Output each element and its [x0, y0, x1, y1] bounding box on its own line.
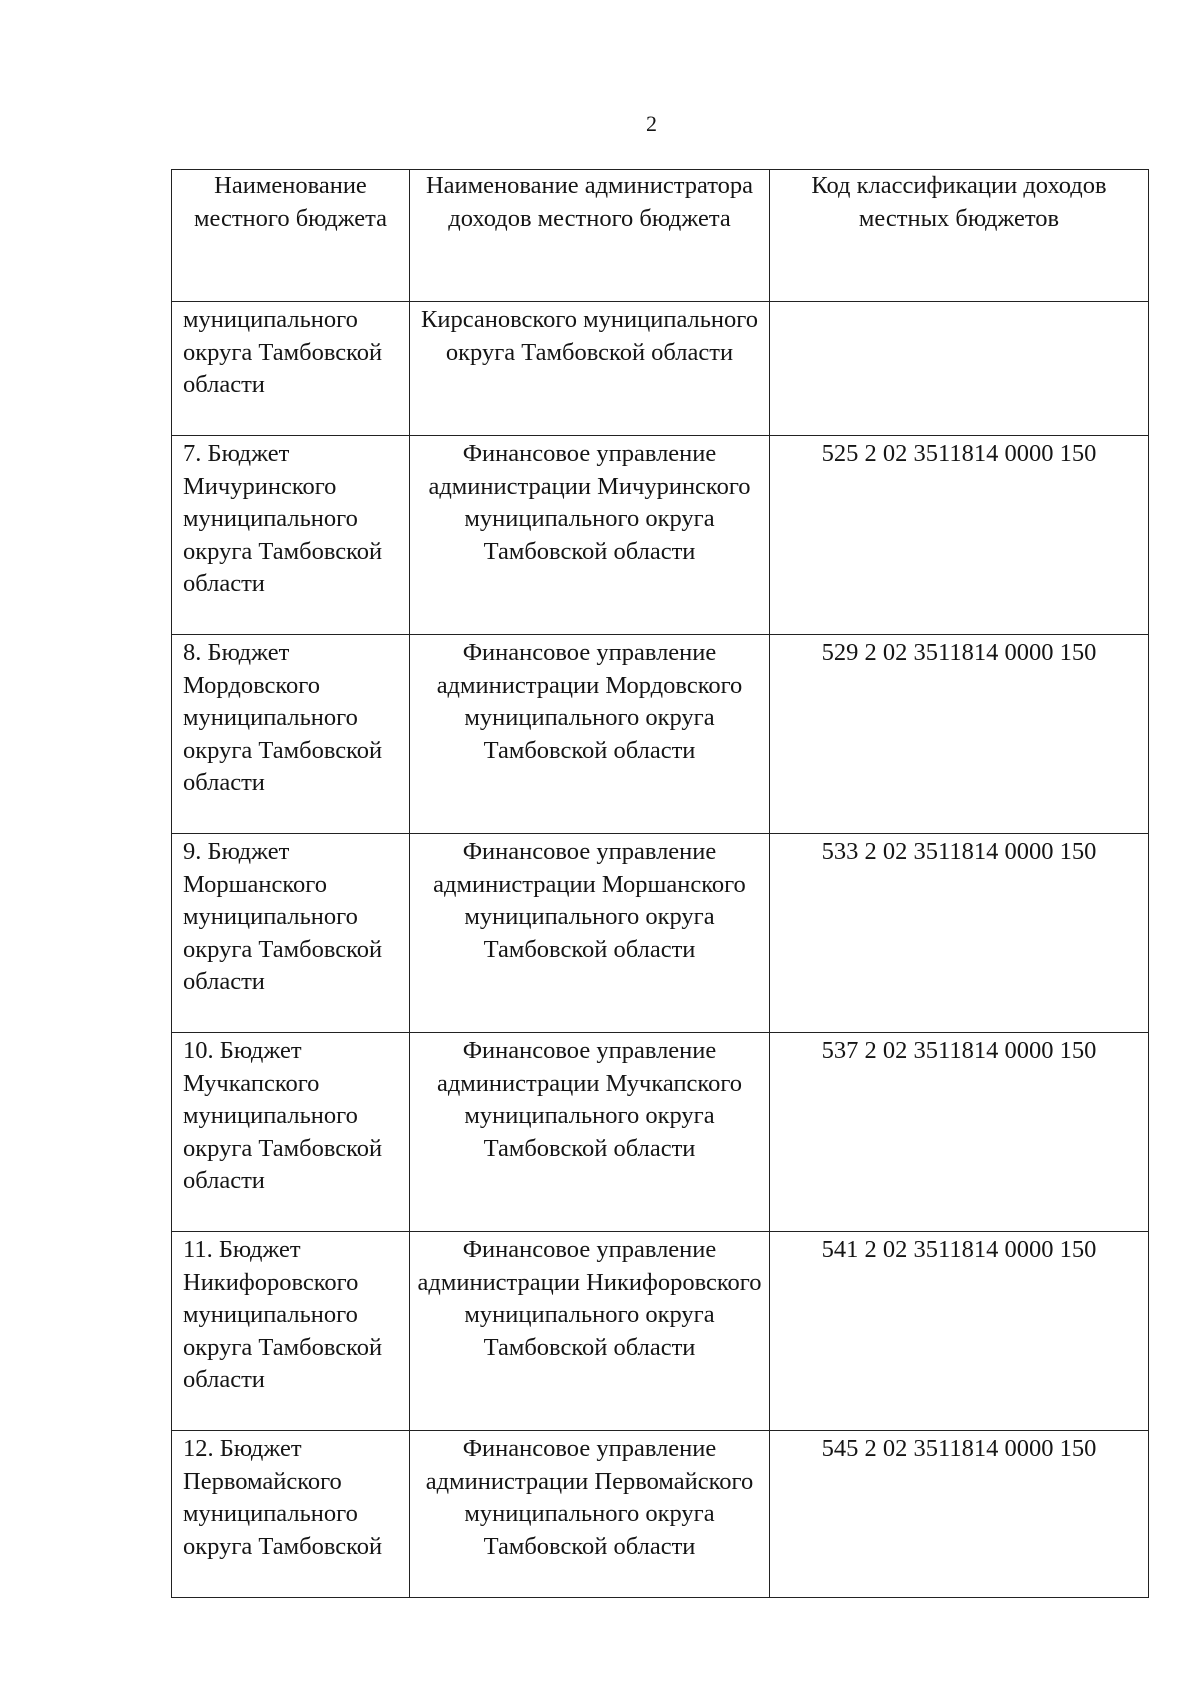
budget-name-cell: 7. Бюджет Мичуринского муниципального округа Тамбовской области	[172, 436, 410, 635]
table-row	[172, 302, 1149, 436]
administrator-cell: Кирсановского муниципального округа Тамбовской области	[410, 302, 770, 436]
table-row	[172, 1431, 1149, 1598]
administrator-cell: Финансовое управление администрации Первомайского муниципального округа Тамбовской области	[410, 1431, 770, 1598]
administrator-cell: Финансовое управление администрации Никифоровского муниципального округа Тамбовской области	[410, 1232, 770, 1431]
budget-name-cell: муниципального округа Тамбовской области	[172, 302, 410, 436]
table-row	[172, 1232, 1149, 1431]
budget-name-cell: 10. Бюджет Мучкапского муниципального округа Тамбовской области	[172, 1033, 410, 1232]
classification-code-cell: 545 2 02 3511814 0000 150	[770, 1431, 1149, 1598]
budget-name-cell: 12. Бюджет Первомайского муниципального округа Тамбовской	[172, 1431, 410, 1598]
budget-name-cell: 11. Бюджет Никифоровского муниципального округа Тамбовской области	[172, 1232, 410, 1431]
classification-code-cell: 533 2 02 3511814 0000 150	[770, 834, 1149, 1033]
administrator-cell: Финансовое управление администрации Моршанского муниципального округа Тамбовской области	[410, 834, 770, 1033]
budget-name-cell: 8. Бюджет Мордовского муниципального округа Тамбовской области	[172, 635, 410, 834]
classification-code-cell: 541 2 02 3511814 0000 150	[770, 1232, 1149, 1431]
header-administrator-name-text: Наименование администратора доходов местного бюджета	[425, 172, 754, 232]
administrator-cell: Финансовое управление администрации Мордовского муниципального округа Тамбовской области	[410, 635, 770, 834]
header-classification-code-text: Код классификации доходов местных бюджетов	[811, 172, 1107, 232]
classification-code-cell	[770, 302, 1149, 436]
administrator-cell: Финансовое управление администрации Мичуринского муниципального округа Тамбовской области	[410, 436, 770, 635]
table-row	[172, 834, 1149, 1033]
header-administrator-name	[410, 170, 770, 302]
classification-code-cell: 529 2 02 3511814 0000 150	[770, 635, 1149, 834]
page-number: 2	[646, 111, 657, 136]
table-row	[172, 436, 1149, 635]
administrator-cell: Финансовое управление администрации Мучкапского муниципального округа Тамбовской области	[410, 1033, 770, 1232]
budget-revenue-table	[171, 169, 1149, 1598]
header-classification-code	[770, 170, 1149, 302]
table-row	[172, 1033, 1149, 1232]
table-header-row	[172, 170, 1149, 302]
budget-name-cell: 9. Бюджет Моршанского муниципального округа Тамбовской области	[172, 834, 410, 1033]
table-row	[172, 635, 1149, 834]
header-budget-name	[172, 170, 410, 302]
classification-code-cell: 525 2 02 3511814 0000 150	[770, 436, 1149, 635]
header-budget-name-text: Наименование местного бюджета	[193, 172, 388, 232]
classification-code-cell: 537 2 02 3511814 0000 150	[770, 1033, 1149, 1232]
